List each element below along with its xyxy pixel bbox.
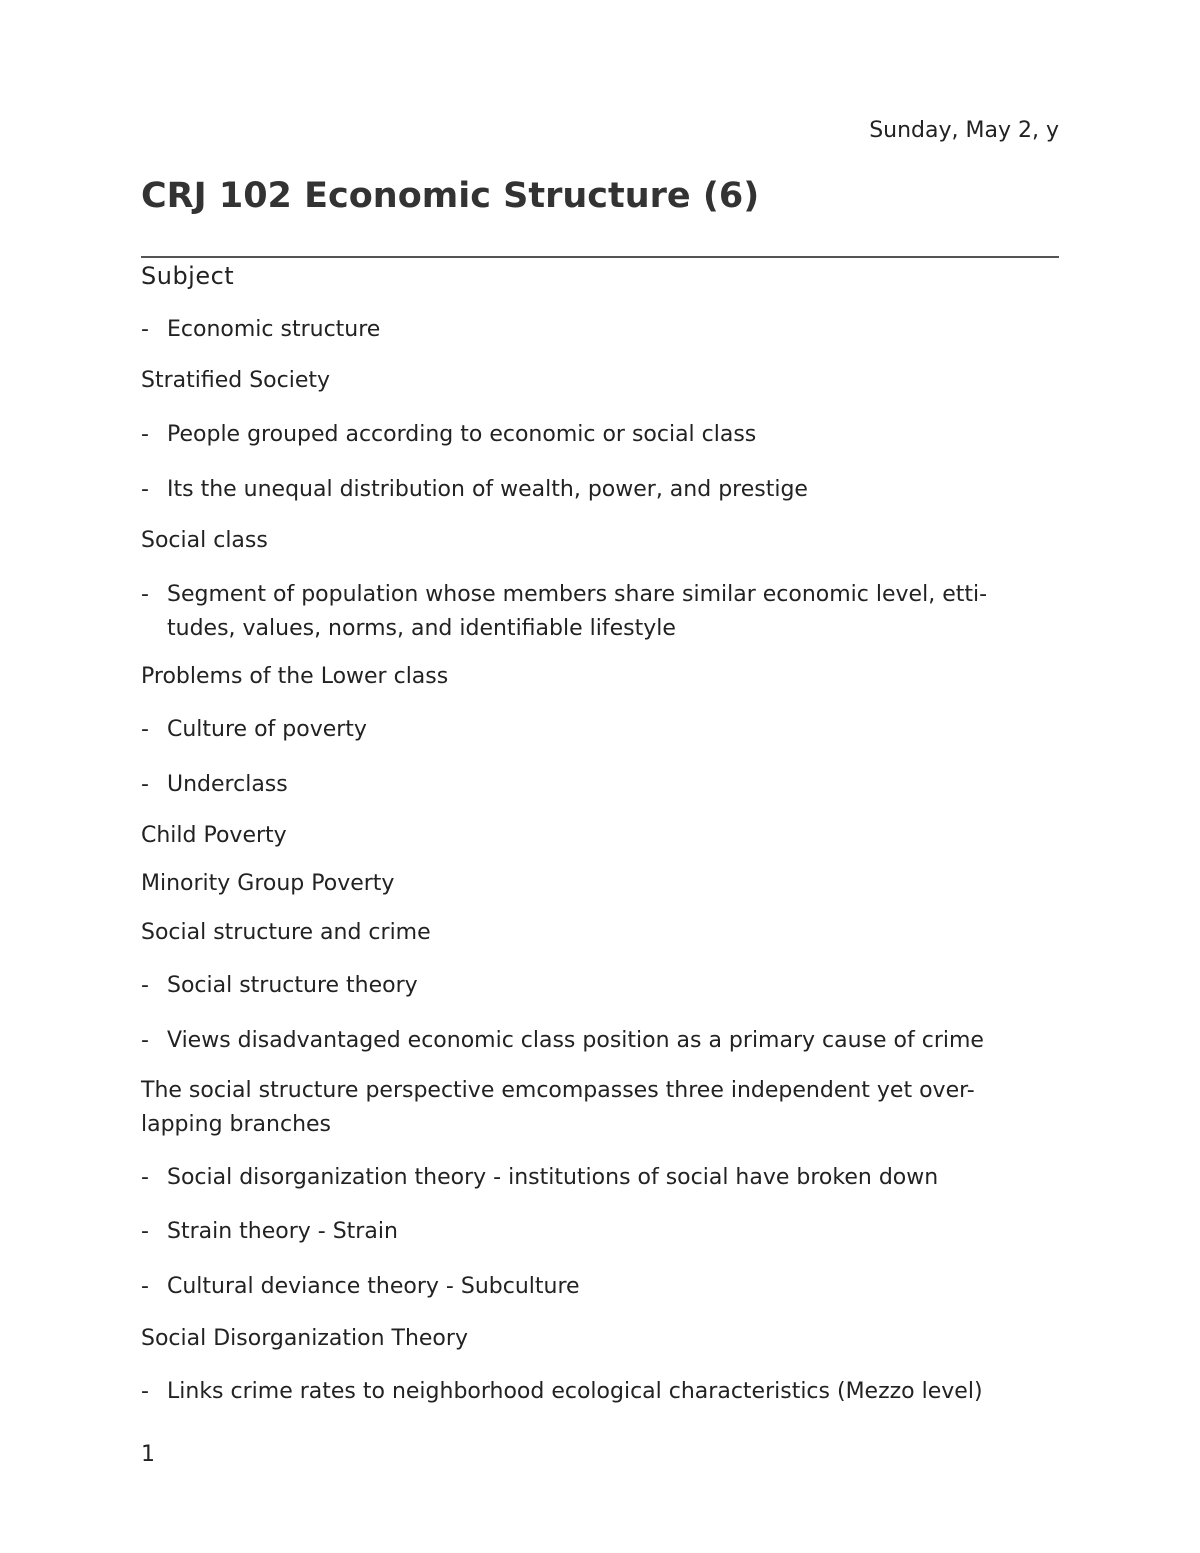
page-number: 1 xyxy=(141,1442,155,1467)
bullet-text: Social structure theory xyxy=(167,973,418,998)
bullet-item xyxy=(141,313,1041,347)
paragraph-line-2: lapping branches xyxy=(141,1112,332,1137)
bullet-item xyxy=(141,768,1041,802)
bullet-item xyxy=(141,473,1041,507)
section-heading: Stratified Society xyxy=(141,368,331,393)
bullet-dash: - xyxy=(141,1379,149,1404)
bullet-dash: - xyxy=(141,1274,149,1299)
bullet-text: People grouped according to economic or social class xyxy=(167,422,757,447)
section-heading: Social class xyxy=(141,528,268,553)
bullet-dash: - xyxy=(141,582,149,607)
title-divider xyxy=(141,256,1059,258)
bullet-dash: - xyxy=(141,477,149,502)
bullet-text: Economic structure xyxy=(167,317,381,342)
bullet-item xyxy=(141,1215,1041,1249)
bullet-dash: - xyxy=(141,717,149,742)
bullet-dash: - xyxy=(141,1028,149,1053)
bullet-item xyxy=(141,1270,1041,1304)
bullet-text-line-2: tudes, values, norms, and identifiable lifestyle xyxy=(167,616,676,641)
bullet-item xyxy=(141,1024,1041,1058)
bullet-item xyxy=(141,1375,1041,1409)
bullet-dash: - xyxy=(141,772,149,797)
section-heading: Minority Group Poverty xyxy=(141,871,395,896)
paragraph-line-1: The social structure perspective emcompasses three independent yet over- xyxy=(141,1078,975,1103)
bullet-text: Strain theory - Strain xyxy=(167,1219,398,1244)
bullet-dash: - xyxy=(141,317,149,342)
section-heading: Social structure and crime xyxy=(141,920,431,945)
document-title: CRJ 102 Economic Structure (6) xyxy=(141,176,760,216)
bullet-text: Social disorganization theory - institutions of social have broken down xyxy=(167,1165,939,1190)
subject-heading: Subject xyxy=(141,262,235,290)
bullet-item xyxy=(141,1161,1041,1195)
bullet-text: Underclass xyxy=(167,772,288,797)
bullet-item xyxy=(141,418,1041,452)
bullet-dash: - xyxy=(141,973,149,998)
section-heading: Problems of the Lower class xyxy=(141,664,449,689)
bullet-text: Its the unequal distribution of wealth, power, and prestige xyxy=(167,477,808,502)
bullet-dash: - xyxy=(141,422,149,447)
bullet-text: Culture of poverty xyxy=(167,717,367,742)
bullet-text: Links crime rates to neighborhood ecological characteristics (Mezzo level) xyxy=(167,1379,983,1404)
bullet-item xyxy=(141,578,1041,646)
section-heading: Social Disorganization Theory xyxy=(141,1326,468,1351)
bullet-text-line-1: Segment of population whose members share similar economic level, etti- xyxy=(167,582,988,607)
bullet-text: Views disadvantaged economic class position as a primary cause of crime xyxy=(167,1028,984,1053)
section-heading: Child Poverty xyxy=(141,823,287,848)
bullet-text: Cultural deviance theory - Subculture xyxy=(167,1274,580,1299)
bullet-item xyxy=(141,969,1041,1003)
document-date: Sunday, May 2, y xyxy=(869,118,1059,143)
bullet-dash: - xyxy=(141,1219,149,1244)
bullet-item xyxy=(141,713,1041,747)
bullet-dash: - xyxy=(141,1165,149,1190)
